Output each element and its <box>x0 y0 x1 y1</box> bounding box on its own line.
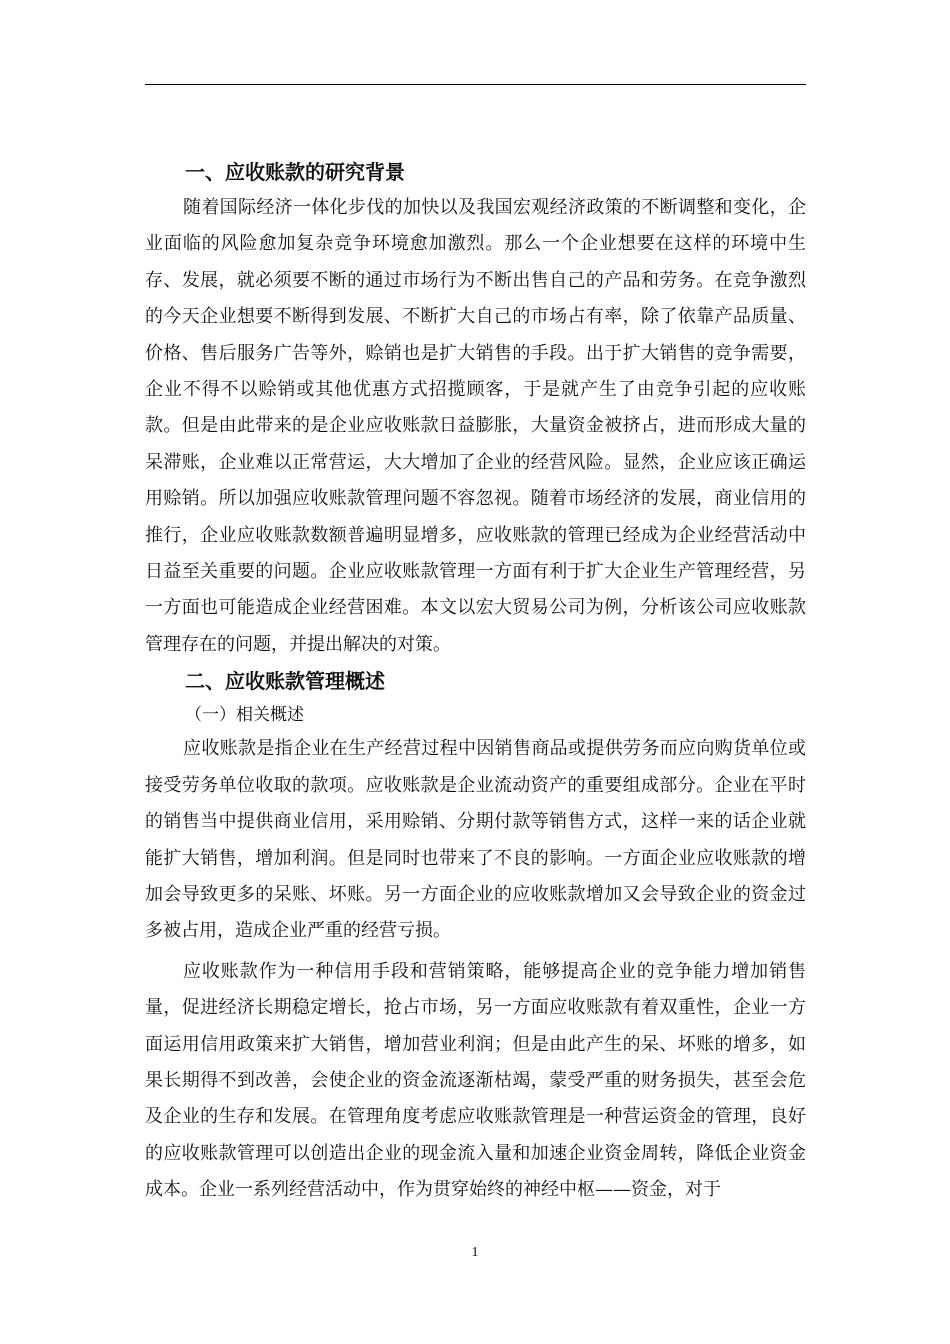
section-heading-2: 二、应收账款管理概述 <box>185 669 385 694</box>
document-body <box>145 154 806 1209</box>
section-2-paragraph-1: 应收账款是指企业在生产经营过程中因销售商品或提供劳务而应向购货单位或接受劳务单位收取的款项。应收账款是企业流动资产的重要组成部分。企业在平时的销售当中提供商业信用，采用赊销、分期付款等销售方式，这样一来的话企业就能扩大销售，增加利润。但是同时也带来了不良的影响。一方面企业应收账款的增加会导致更多的呆账、坏账。另一方面企业的应收账款增加又会导致企业的资金过多被占用，造成企业严重的经营亏损。 <box>145 738 806 942</box>
header-rule <box>145 84 806 85</box>
section-heading-1: 一、应收账款的研究背景 <box>185 160 405 184</box>
section-2-paragraph-2: 应收账款作为一种信用手段和营销策略，能够提高企业的竞争能力增加销售量，促进经济长期稳定增长，抢占市场，另一方面应收账款有着双重性，企业一方面运用信用政策来扩大销售，增加营业利润；但是由此产生的呆、坏账的增多，如果长期得不到改善，会使企业的资金流逐渐枯竭，蒙受严重的财务损失，甚至会危及企业的生存和发展。在管理角度考虑应收账款管理是一种营运资金的管理，良好的应收账款管理可以创造出企业的现金流入量和加速企业资金周转，降低企业资金成本。企业一系列经营活动中，作为贯穿始终的神经中枢——资金，对于 <box>145 960 806 1201</box>
page-number: 1 <box>471 1245 479 1260</box>
section-1-paragraph-1: 随着国际经济一体化步伐的加快以及我国宏观经济政策的不断调整和变化，企业面临的风险愈加复杂竞争环境愈加激烈。那么一个企业想要在这样的环境中生存、发展，就必须要不断的通过市场行为不断出售自己的产品和劳务。在竞争激烈的今天企业想要不断得到发展、不断扩大自己的市场占有率，除了依靠产品质量、价格、售后服务广告等外，赊销也是扩大销售的手段。出于扩大销售的竞争需要，企业不得不以赊销或其他优惠方式招揽顾客，于是就产生了由竞争引起的应收账款。但是由此带来的是企业应收账款日益膨胀，大量资金被挤占，进而形成大量的呆滞账，企业难以正常营运，大大增加了企业的经营风险。显然，企业应该正确运用赊销。所以加强应收账款管理问题不容忽视。随着市场经济的发展，商业信用的推行，企业应收账款数额普遍明显增多，应收账款的管理已经成为企业经营活动中日益至关重要的问题。企业应收账款管理一方面有利于扩大企业生产管理经营，另一方面也可能造成企业经营困难。本文以宏大贸易公司为例，分析该公司应收账款管理存在的问题，并提出解决的对策。 <box>145 197 806 655</box>
subsection-heading: （一）相关概述 <box>185 705 304 726</box>
